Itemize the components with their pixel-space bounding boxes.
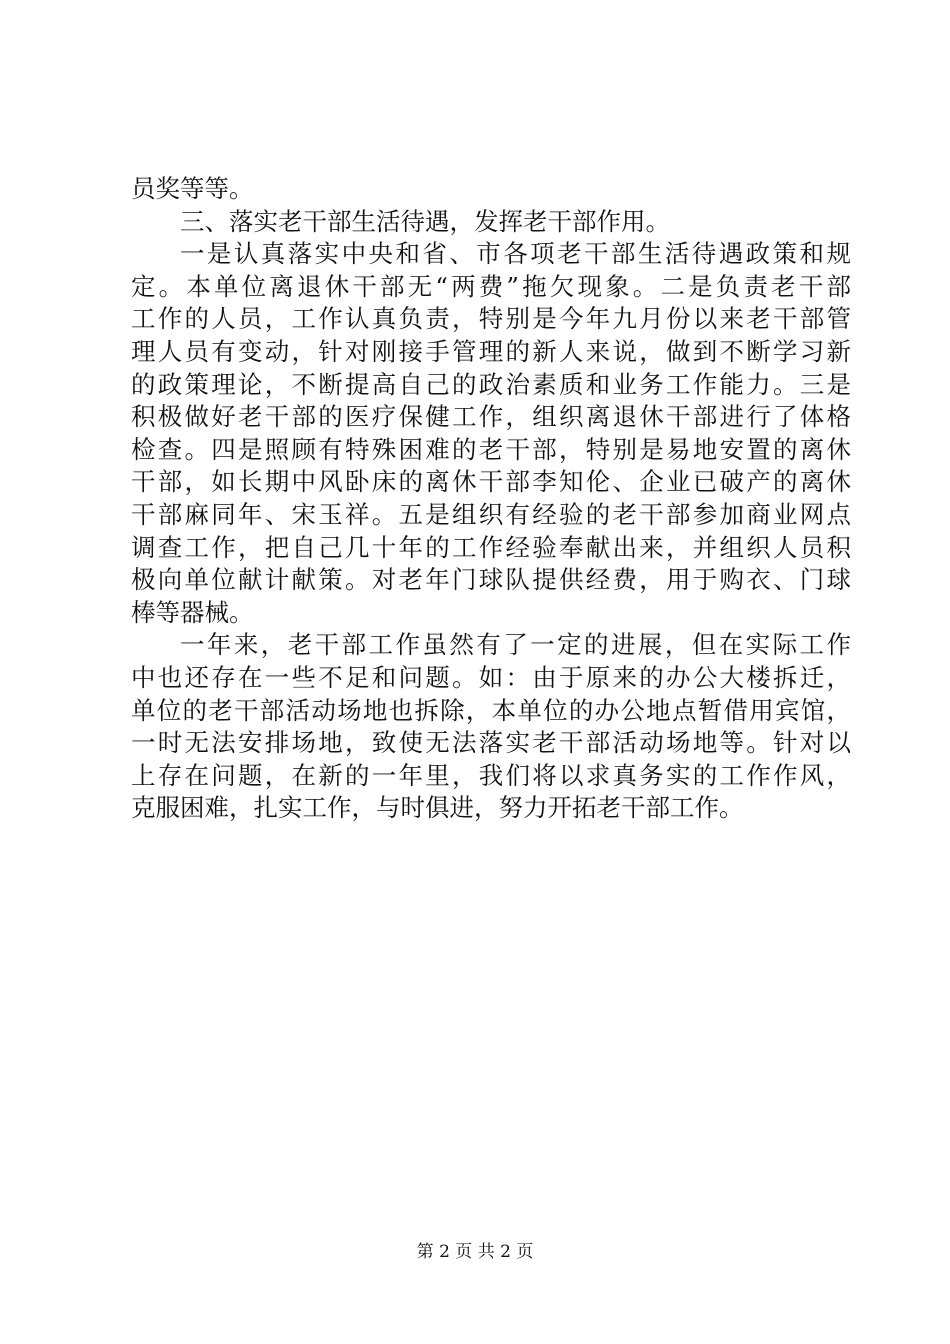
text-line: 调查工作，把自己几十年的工作经验奉献出来，并组织人员积 — [131, 532, 851, 562]
text-line: 检查。四是照顾有特殊困难的老干部，特别是易地安置的离休 — [131, 434, 851, 464]
text-line: 上存在问题，在新的一年里，我们将以求真务实的工作作风， — [131, 760, 851, 790]
page-number-footer: 第 2 页 共 2 页 — [416, 1242, 534, 1262]
text-line: 干部麻同年、宋玉祥。五是组织有经验的老干部参加商业网点 — [131, 499, 851, 529]
text-line: 极向单位献计献策。对老年门球队提供经费，用于购衣、门球 — [131, 565, 851, 595]
text-line: 工作的人员，工作认真负责，特别是今年九月份以来老干部管 — [131, 304, 851, 334]
text-line: 一是认真落实中央和省、市各项老干部生活待遇政策和规 — [180, 239, 851, 269]
text-line: 理人员有变动，针对刚接手管理的新人来说，做到不断学习新 — [131, 336, 851, 366]
text-line: 定。本单位离退休干部无“两费”拖欠现象。二是负责老干部 — [131, 271, 851, 301]
document-body — [131, 173, 851, 825]
text-line: 克服困难，扎实工作，与时俱进，努力开拓老干部工作。 — [131, 793, 744, 823]
text-line: 积极做好老干部的医疗保健工作，组织离退休干部进行了体格 — [131, 402, 851, 432]
text-line: 的政策理论，不断提高自己的政治素质和业务工作能力。三是 — [131, 369, 851, 399]
text-line: 员奖等等。 — [131, 174, 254, 203]
text-line: 一年来，老干部工作虽然有了一定的进展，但在实际工作 — [180, 630, 851, 660]
text-line: 干部，如长期中风卧床的离休干部李知伦、企业已破产的离休 — [131, 467, 851, 497]
section-heading: 三、落实老干部生活待遇，发挥老干部作用。 — [180, 206, 670, 236]
text-line: 一时无法安排场地，致使无法落实老干部活动场地等。针对以 — [131, 728, 851, 758]
text-line: 棒等器械。 — [131, 597, 254, 627]
text-line: 中也还存在一些不足和问题。如：由于原来的办公大楼拆迁， — [131, 662, 851, 692]
text-line: 单位的老干部活动场地也拆除，本单位的办公地点暂借用宾馆， — [131, 695, 851, 725]
